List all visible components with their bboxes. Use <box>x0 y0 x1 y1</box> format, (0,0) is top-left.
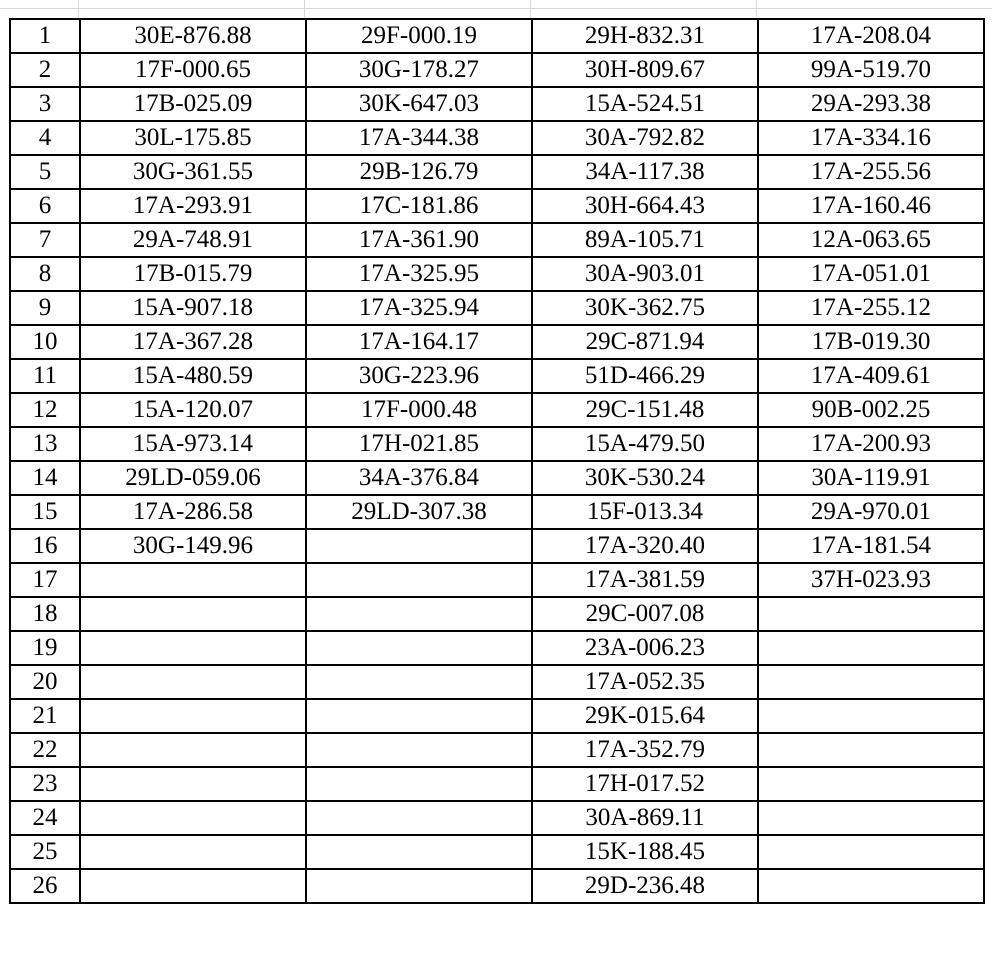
plate-cell[interactable]: 17A-334.16 <box>758 121 984 155</box>
plate-cell[interactable]: 15A-524.51 <box>532 87 758 121</box>
row-number-cell[interactable]: 18 <box>10 597 80 631</box>
plate-cell[interactable]: 17A-344.38 <box>306 121 532 155</box>
sheet-gridline <box>756 0 757 18</box>
plate-cell[interactable]: 17A-255.56 <box>758 155 984 189</box>
plate-cell[interactable]: 17A-255.12 <box>758 291 984 325</box>
row-number-cell[interactable]: 23 <box>10 767 80 801</box>
plate-cell[interactable]: 17A-320.40 <box>532 529 758 563</box>
table-row <box>10 19 984 53</box>
plate-cell[interactable] <box>80 835 306 869</box>
row-number-cell[interactable]: 10 <box>10 325 80 359</box>
plate-cell[interactable]: 17A-352.79 <box>532 733 758 767</box>
plate-cell[interactable] <box>758 835 984 869</box>
sheet-gridline <box>304 0 305 18</box>
plate-cell[interactable]: 29LD-307.38 <box>306 495 532 529</box>
row-number-cell[interactable]: 26 <box>10 869 80 903</box>
plate-cell[interactable]: 29H-832.31 <box>532 19 758 53</box>
table-row <box>10 325 984 359</box>
table-row <box>10 495 984 529</box>
plate-cell[interactable]: 30K-647.03 <box>306 87 532 121</box>
plate-cell[interactable]: 17C-181.86 <box>306 189 532 223</box>
table-row <box>10 631 984 665</box>
table-row <box>10 529 984 563</box>
plate-cell[interactable]: 15F-013.34 <box>532 495 758 529</box>
row-number-cell[interactable]: 11 <box>10 359 80 393</box>
plate-cell[interactable]: 34A-376.84 <box>306 461 532 495</box>
table-row <box>10 767 984 801</box>
row-number-cell[interactable]: 14 <box>10 461 80 495</box>
table-body <box>10 19 984 903</box>
plate-cell[interactable]: 30G-223.96 <box>306 359 532 393</box>
table-row <box>10 427 984 461</box>
table-row <box>10 461 984 495</box>
plate-cell[interactable]: 15A-973.14 <box>80 427 306 461</box>
plate-cell[interactable] <box>306 529 532 563</box>
plate-cell[interactable] <box>306 869 532 903</box>
table-row <box>10 733 984 767</box>
plate-cell[interactable]: 29C-871.94 <box>532 325 758 359</box>
row-number-cell[interactable]: 5 <box>10 155 80 189</box>
plate-cell[interactable]: 30G-178.27 <box>306 53 532 87</box>
plate-cell[interactable] <box>306 835 532 869</box>
plate-cell[interactable] <box>758 801 984 835</box>
plate-cell[interactable]: 15A-479.50 <box>532 427 758 461</box>
plate-cell[interactable]: 51D-466.29 <box>532 359 758 393</box>
plate-cell[interactable]: 30H-809.67 <box>532 53 758 87</box>
plate-cell[interactable]: 30G-149.96 <box>80 529 306 563</box>
table-row <box>10 597 984 631</box>
plate-cell[interactable]: 34A-117.38 <box>532 155 758 189</box>
plate-cell[interactable] <box>306 597 532 631</box>
plate-cell[interactable]: 15K-188.45 <box>532 835 758 869</box>
plate-cell[interactable] <box>80 801 306 835</box>
plate-cell[interactable]: 23A-006.23 <box>532 631 758 665</box>
plate-cell[interactable] <box>758 733 984 767</box>
plate-cell[interactable]: 90B-002.25 <box>758 393 984 427</box>
table-row <box>10 359 984 393</box>
plate-cell[interactable]: 99A-519.70 <box>758 53 984 87</box>
plate-cell[interactable]: 17A-325.95 <box>306 257 532 291</box>
plate-cell[interactable]: 15A-120.07 <box>80 393 306 427</box>
plate-cell[interactable] <box>758 665 984 699</box>
plate-cell[interactable]: 29C-007.08 <box>532 597 758 631</box>
plate-cell[interactable]: 37H-023.93 <box>758 563 984 597</box>
plate-cell[interactable] <box>80 597 306 631</box>
plate-cell[interactable]: 29A-293.38 <box>758 87 984 121</box>
plate-cell[interactable] <box>80 733 306 767</box>
table-row <box>10 699 984 733</box>
plate-cell[interactable]: 17B-019.30 <box>758 325 984 359</box>
row-number-cell[interactable]: 19 <box>10 631 80 665</box>
plate-cell[interactable]: 15A-907.18 <box>80 291 306 325</box>
table-row <box>10 291 984 325</box>
plate-cell[interactable]: 29F-000.19 <box>306 19 532 53</box>
plate-cell[interactable]: 30K-530.24 <box>532 461 758 495</box>
plate-cell[interactable]: 30L-175.85 <box>80 121 306 155</box>
plate-cell[interactable]: 29D-236.48 <box>532 869 758 903</box>
plate-cell[interactable] <box>80 563 306 597</box>
plate-cell[interactable] <box>758 767 984 801</box>
table-row <box>10 801 984 835</box>
plate-cell[interactable] <box>306 631 532 665</box>
plate-cell[interactable]: 30G-361.55 <box>80 155 306 189</box>
plate-cell[interactable]: 29B-126.79 <box>306 155 532 189</box>
plate-cell[interactable]: 30A-869.11 <box>532 801 758 835</box>
row-number-cell[interactable]: 13 <box>10 427 80 461</box>
table-row <box>10 87 984 121</box>
row-number-cell[interactable]: 17 <box>10 563 80 597</box>
table-row <box>10 53 984 87</box>
plate-cell[interactable]: 30A-903.01 <box>532 257 758 291</box>
plate-cell[interactable]: 30K-362.75 <box>532 291 758 325</box>
plate-cell[interactable]: 89A-105.71 <box>532 223 758 257</box>
row-number-cell[interactable]: 8 <box>10 257 80 291</box>
row-number-cell[interactable]: 16 <box>10 529 80 563</box>
plate-cell[interactable]: 17A-164.17 <box>306 325 532 359</box>
plate-cell[interactable] <box>80 631 306 665</box>
plate-cell[interactable]: 17A-381.59 <box>532 563 758 597</box>
plate-cell[interactable]: 17A-361.90 <box>306 223 532 257</box>
plate-cell[interactable]: 30A-119.91 <box>758 461 984 495</box>
table-row <box>10 189 984 223</box>
plate-cell[interactable] <box>306 699 532 733</box>
license-plate-table <box>9 18 985 904</box>
plate-cell[interactable] <box>306 665 532 699</box>
plate-cell[interactable]: 17B-015.79 <box>80 257 306 291</box>
plate-cell[interactable] <box>306 801 532 835</box>
table-row <box>10 665 984 699</box>
plate-cell[interactable]: 17H-017.52 <box>532 767 758 801</box>
sheet-gridline <box>78 0 79 18</box>
plate-cell[interactable]: 30A-792.82 <box>532 121 758 155</box>
row-number-cell[interactable]: 4 <box>10 121 80 155</box>
plate-cell[interactable]: 29C-151.48 <box>532 393 758 427</box>
plate-cell[interactable]: 29LD-059.06 <box>80 461 306 495</box>
table-row <box>10 835 984 869</box>
plate-cell[interactable] <box>80 767 306 801</box>
plate-cell[interactable] <box>306 733 532 767</box>
plate-cell[interactable]: 17A-367.28 <box>80 325 306 359</box>
row-number-cell[interactable]: 9 <box>10 291 80 325</box>
plate-cell[interactable]: 12A-063.65 <box>758 223 984 257</box>
row-number-cell[interactable]: 25 <box>10 835 80 869</box>
row-number-cell[interactable]: 3 <box>10 87 80 121</box>
plate-cell[interactable]: 17A-052.35 <box>532 665 758 699</box>
plate-cell[interactable]: 30H-664.43 <box>532 189 758 223</box>
plate-cell[interactable]: 17A-160.46 <box>758 189 984 223</box>
plate-cell[interactable] <box>80 869 306 903</box>
table-row <box>10 563 984 597</box>
table-row <box>10 869 984 903</box>
row-number-cell[interactable]: 7 <box>10 223 80 257</box>
plate-cell[interactable]: 17A-293.91 <box>80 189 306 223</box>
plate-cell[interactable]: 17A-325.94 <box>306 291 532 325</box>
plate-cell[interactable] <box>80 665 306 699</box>
plate-cell[interactable]: 17A-181.54 <box>758 529 984 563</box>
plate-cell[interactable] <box>80 699 306 733</box>
plate-cell[interactable]: 17F-000.48 <box>306 393 532 427</box>
plate-cell[interactable]: 17A-051.01 <box>758 257 984 291</box>
plate-cell[interactable] <box>306 563 532 597</box>
row-number-cell[interactable]: 21 <box>10 699 80 733</box>
row-number-cell[interactable]: 1 <box>10 19 80 53</box>
plate-cell[interactable] <box>758 597 984 631</box>
plate-cell[interactable]: 15A-480.59 <box>80 359 306 393</box>
plate-cell[interactable]: 29A-970.01 <box>758 495 984 529</box>
plate-cell[interactable]: 29A-748.91 <box>80 223 306 257</box>
plate-cell[interactable]: 17A-286.58 <box>80 495 306 529</box>
plate-cell[interactable]: 17H-021.85 <box>306 427 532 461</box>
plate-cell[interactable] <box>758 869 984 903</box>
plate-cell[interactable]: 30E-876.88 <box>80 19 306 53</box>
plate-cell[interactable] <box>758 631 984 665</box>
plate-cell[interactable]: 17F-000.65 <box>80 53 306 87</box>
sheet-gridline <box>530 0 531 18</box>
table-row <box>10 393 984 427</box>
plate-cell[interactable]: 29K-015.64 <box>532 699 758 733</box>
row-number-cell[interactable]: 24 <box>10 801 80 835</box>
row-number-cell[interactable]: 12 <box>10 393 80 427</box>
plate-cell[interactable]: 17A-200.93 <box>758 427 984 461</box>
table-row <box>10 121 984 155</box>
row-number-cell[interactable]: 22 <box>10 733 80 767</box>
sheet-gridline <box>0 8 992 9</box>
row-number-cell[interactable]: 6 <box>10 189 80 223</box>
row-number-cell[interactable]: 2 <box>10 53 80 87</box>
plate-cell[interactable]: 17B-025.09 <box>80 87 306 121</box>
table-row <box>10 155 984 189</box>
plate-cell[interactable]: 17A-208.04 <box>758 19 984 53</box>
row-number-cell[interactable]: 15 <box>10 495 80 529</box>
plate-cell[interactable] <box>758 699 984 733</box>
plate-cell[interactable]: 17A-409.61 <box>758 359 984 393</box>
table-row <box>10 223 984 257</box>
row-number-cell[interactable]: 20 <box>10 665 80 699</box>
table-row <box>10 257 984 291</box>
plate-cell[interactable] <box>306 767 532 801</box>
